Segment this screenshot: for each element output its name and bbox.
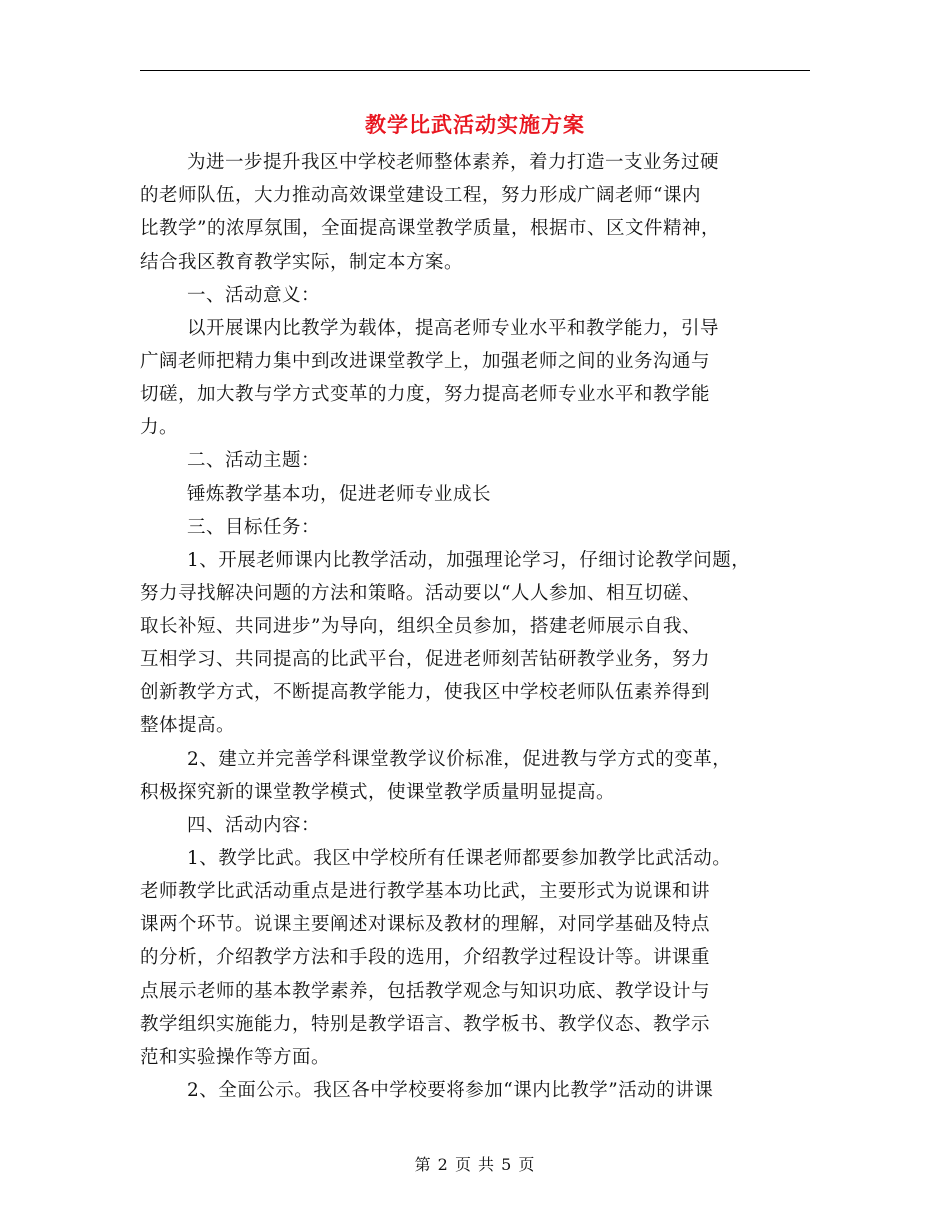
paragraph-line: 以开展课内比教学为载体，提高老师专业水平和教学能力，引导 xyxy=(187,318,720,339)
section-heading: 四、活动内容： xyxy=(187,815,321,836)
paragraph-line: 点展示老师的基本教学素养，包括教学观念与知识功底、教学设计与 xyxy=(140,981,711,1002)
paragraph-line: 1、开展老师课内比教学活动，加强理论学习，仔细讨论教学问题， xyxy=(187,550,751,571)
section-heading: 三、目标任务： xyxy=(187,517,321,538)
paragraph-line: 广阔老师把精力集中到改进课堂教学上，加强老师之间的业务沟通与 xyxy=(140,351,711,372)
document-title: 教学比武活动实施方案 xyxy=(365,112,585,137)
paragraph-line: 教学组织实施能力，特别是教学语言、教学板书、教学仪态、教学示 xyxy=(140,1014,711,1035)
paragraph-line: 互相学习、共同提高的比武平台，促进老师刻苦钻研教学业务，努力 xyxy=(140,649,711,670)
paragraph-line: 取长补短、共同进步”为导向，组织全员参加，搭建老师展示自我、 xyxy=(140,616,701,637)
header-rule xyxy=(140,70,810,71)
paragraph-line: 整体提高。 xyxy=(140,715,236,736)
paragraph-line: 为进一步提升我区中学校老师整体素养，着力打造一支业务过硬 xyxy=(187,152,720,173)
paragraph-line: 积极探究新的课堂教学模式，使课堂教学质量明显提高。 xyxy=(140,782,616,803)
paragraph-line: 1、教学比武。我区中学校所有任课老师都要参加教学比武活动。 xyxy=(187,848,732,869)
paragraph-line: 锤炼教学基本功，促进老师专业成长 xyxy=(187,484,492,505)
paragraph-line: 范和实验操作等方面。 xyxy=(140,1047,331,1068)
paragraph-line: 2、全面公示。我区各中学校要将参加“课内比教学”活动的讲课 xyxy=(187,1080,714,1101)
paragraph-line: 的分析，介绍教学方法和手段的选用，介绍教学过程设计等。讲课重 xyxy=(140,947,711,968)
section-heading: 二、活动主题： xyxy=(187,450,321,471)
page-number: 第 2 页 共 5 页 xyxy=(414,1155,536,1174)
paragraph-line: 课两个环节。说课主要阐述对课标及教材的理解，对同学基础及特点 xyxy=(140,914,711,935)
paragraph-line: 力。 xyxy=(140,417,179,438)
section-heading: 一、活动意义： xyxy=(187,285,321,306)
paragraph-line: 切磋，加大教与学方式变革的力度，努力提高老师专业水平和教学能 xyxy=(140,384,711,405)
paragraph-line: 老师教学比武活动重点是进行教学基本功比武，主要形式为说课和讲 xyxy=(140,881,711,902)
paragraph-line: 创新教学方式，不断提高教学能力，使我区中学校老师队伍素养得到 xyxy=(140,682,711,703)
paragraph-line: 结合我区教育教学实际，制定本方案。 xyxy=(140,252,464,273)
paragraph-line: 2、建立并完善学科课堂教学议价标准，促进教与学方式的变革， xyxy=(187,749,732,770)
paragraph-line: 努力寻找解决问题的方法和策略。活动要以“人人参加、相互切磋、 xyxy=(140,583,701,604)
paragraph-line: 的老师队伍，大力推动高效课堂建设工程，努力形成广阔老师“课内 xyxy=(140,185,701,206)
paragraph-line: 比教学”的浓厚氛围，全面提高课堂教学质量，根据市、区文件精神， xyxy=(140,218,720,239)
